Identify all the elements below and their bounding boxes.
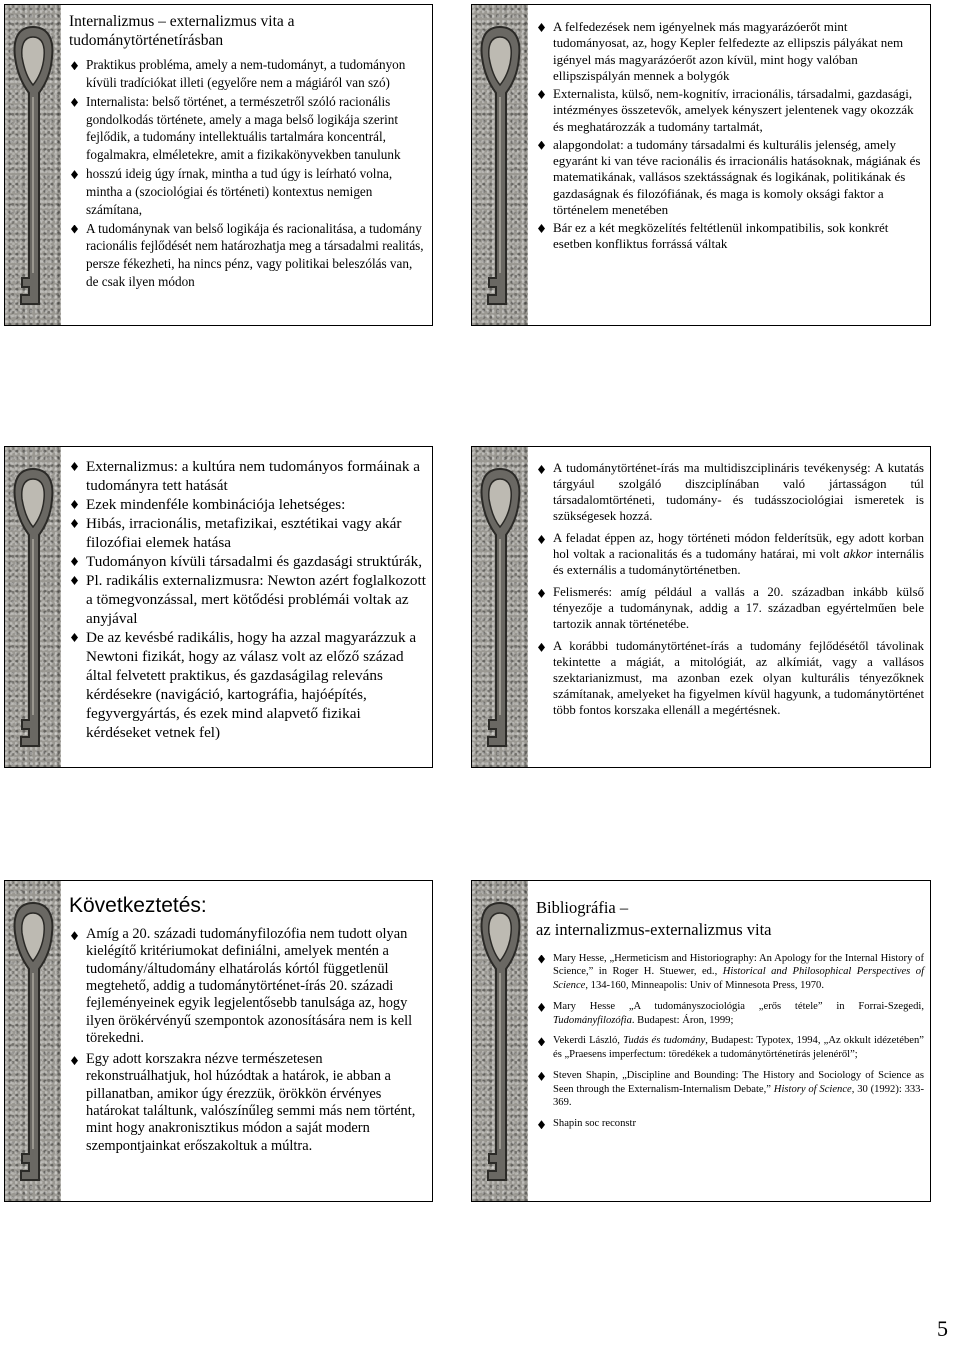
slide-content	[536, 897, 924, 1197]
bullet-item: A korábbi tudománytörténet-írás a tudomány fejlődésétől távolinak tekintette a mágiát, a mitológiát, az alkímiát, vagy a vallásos szektarianizmust, ma azonban ezek olyan kulturális tényezőknek számítanak, amelyeket ha figyelmen kívül hagyunk, a tudománytörténet több fontos korszaka ellenáll a megértésnek.	[536, 639, 924, 719]
bullet-item: Mary Hesse „A tudományszociológia „erős tétele” in Forrai-Szegedi, Tudományfilozófia. Budapest: Áron, 1999;	[536, 1000, 924, 1028]
key-icon	[476, 899, 524, 1189]
page-number: 5	[937, 1316, 948, 1341]
diamond-bullet-icon	[538, 1120, 545, 1129]
diamond-bullet-icon	[538, 23, 545, 32]
slide-conclusion	[4, 880, 433, 1202]
bullet-item: alapgondolat: a tudomány társadalmi és kulturális jelenség, amely egyaránt ki van téve racionális és irracionális hatásoknak, mágiának és matematikának, vallásos szektásságnak és logikának, politikának és gazdaságnak és filozófiának, és maga is komoly oksági faktor a történelem menetében	[536, 137, 924, 218]
diamond-bullet-icon	[71, 931, 78, 940]
diamond-bullet-icon	[538, 535, 545, 544]
bullet-item: A tudománynak van belső logikája és racionalitása, a tudomány racionális fejlődését nem határozhatja meg a társadalmi realitás, persze fékezheti, ha nincs pénz, vagy politikai beleszólás van, de csak ilyen módon	[69, 220, 426, 291]
slide-title	[536, 897, 924, 942]
bullet-item: A feladat éppen az, hogy történeti módon felderítsük, egy adott korban hol voltak a racionalitás és a tudomány határai, mi volt akkor internális és externális a tudománytörténetben.	[536, 531, 924, 579]
key-image-strip	[5, 447, 61, 767]
diamond-bullet-icon	[538, 465, 545, 474]
bullet-item: Externalizmus: a kultúra nem tudományos formáinak a tudományra tett hatását	[69, 457, 426, 495]
slide-title: Következtetés:	[69, 894, 207, 917]
diamond-bullet-icon	[71, 170, 78, 179]
bullet-item: Ezek mindenféle kombinációja lehetséges:	[69, 495, 426, 514]
key-icon	[9, 465, 57, 755]
diamond-bullet-icon	[538, 141, 545, 150]
diamond-bullet-icon	[71, 225, 78, 234]
slide-content	[536, 19, 924, 321]
diamond-bullet-icon	[71, 61, 78, 70]
bullet-list	[536, 952, 924, 1131]
title-line: az internalizmus-externalizmus vita	[536, 920, 772, 940]
slide-content	[69, 9, 426, 321]
bullet-item: Bár ez a két megközelítés feltétlenül inkompatibilis, sok konkrét esetben konfliktus forrássá váltak	[536, 220, 924, 253]
diamond-bullet-icon	[71, 633, 78, 642]
diamond-bullet-icon	[538, 643, 545, 652]
diamond-bullet-icon	[71, 98, 78, 107]
slide-externalism	[471, 4, 931, 326]
title-line: Bibliográfia –	[536, 898, 629, 917]
slide-externalism-examples	[4, 446, 433, 768]
key-icon	[9, 899, 57, 1189]
bullet-item: Externalista, külső, nem-kognitív, irracionális, társadalmi, gazdasági, intézményes összetevők, amelyek kényszert jelentenek vagy okozzák és meghatározzák a tudomány tartalmát,	[536, 86, 924, 135]
bullet-item: A tudománytörténet-írás ma multidiszciplináris tevékenység: A kutatás tárgyául szolgáló diszciplínában való jártasságon túl társadalomtörténeti, tudomány- és tudásszociológiai ismeretek is szükségesek hozzá.	[536, 461, 924, 525]
diamond-bullet-icon	[538, 224, 545, 233]
slide-content	[536, 461, 924, 763]
bullet-item: Steven Shapin, „Discipline and Bounding: The History and Sociology of Science as Seen through the Externalism-Internalism Debate,” History of Science, 30 (1992): 333-369.	[536, 1069, 924, 1110]
slide-internalism	[4, 4, 433, 326]
bullet-list	[536, 19, 924, 253]
bullet-item: A felfedezések nem igényelnek más magyarázóerőt mint tudományosat, az, hogy Kepler felfedezte az ellipszis pályákat nem igényel más magyarázóerőt azon kívül, mint hogy valóban ellipszispályán mennek a bolygók	[536, 19, 924, 84]
slide-content	[69, 893, 426, 1197]
bullet-list	[69, 926, 426, 1155]
diamond-bullet-icon	[71, 462, 78, 471]
diamond-bullet-icon	[538, 1072, 545, 1081]
bullet-list	[69, 56, 426, 291]
bullet-item: Hibás, irracionális, metafizikai, esztétikai vagy akár filozófiai elemek hatása	[69, 514, 426, 552]
slide-bibliography	[471, 880, 931, 1202]
key-image-strip	[5, 881, 61, 1201]
title-line: Internalizmus – externalizmus vita a	[69, 13, 295, 30]
bullet-list	[536, 461, 924, 719]
key-icon	[476, 23, 524, 313]
diamond-bullet-icon	[71, 519, 78, 528]
bullet-item: Tudományon kívüli társadalmi és gazdasági struktúrák,	[69, 552, 426, 571]
slide-multidisciplinary	[471, 446, 931, 768]
bullet-item: Amíg a 20. századi tudományfilozófia nem tudott olyan kielégítő kritériumokat definiálni, amelyek mentén a tudomány/áltudomány elhatárolás kórtól függetlenül megtehető, addig a tudománytörténet-írás 20. századi fejleményeinek egyik legjelentősebb tanulsága az, hogy ilyen örökérvényű szempontok azonosítására nem is kell törekedni.	[69, 926, 426, 1047]
key-icon	[476, 465, 524, 755]
diamond-bullet-icon	[538, 589, 545, 598]
key-icon	[9, 23, 57, 313]
diamond-bullet-icon	[538, 1037, 545, 1046]
bullet-item: Egy adott korszakra nézve természetesen rekonstruálhatjuk, hol húzódtak a határok, ie abban a pillanatban, amikor úgy érezzük, örökkön érvényes határokat találtunk, valószínűleg semmi más nem történt, mint hogy anakronisztikus módon a saját modern szempontjainkat erőszakoltuk a múltra.	[69, 1051, 426, 1155]
diamond-bullet-icon	[71, 576, 78, 585]
title-line: tudománytörténetírásban	[69, 31, 224, 49]
key-image-strip	[472, 447, 528, 767]
diamond-bullet-icon	[538, 955, 545, 964]
key-image-strip	[472, 881, 528, 1201]
slide-title	[69, 13, 426, 50]
bullet-item: De az kevésbé radikális, hogy ha azzal magyarázzuk a Newtoni fizikát, hogy az válasz volt az előző század által felvetett praktikus, és gazdaságilag releváns kérdésekre (navigáció, kartográfia, hajóépítés, fegyvergyártás, és ezek mind alapvető fizikai kérdéseket vetnek fel)	[69, 628, 426, 742]
bullet-list	[69, 457, 426, 742]
diamond-bullet-icon	[71, 557, 78, 566]
bullet-item: Felismerés: amíg például a vallás a 20. században inkább külső tényezője a tudománynak, addig a 17. században egyértelműen bele tartozik annak történetébe.	[536, 585, 924, 633]
bullet-item: Mary Hesse, „Hermeticism and Historiography: An Apology for the Internal History of Science,” in Roger H. Stuewer, ed., Historical and Philosophical Perspectives of Science, 134-160, Minneapolis: Univ of Minnesota Press, 1970.	[536, 952, 924, 993]
bullet-item: Praktikus probléma, amely a nem-tudományt, a tudományon kívüli tradíciókat illeti (egyelőre nem a mágiáról van szó)	[69, 56, 426, 92]
bullet-item: Vekerdi László, Tudás és tudomány, Budapest: Typotex, 1994, „Az okkult idézetében” és „Praesens imperfectum: töredékek a tudománytörténetírás jelenéről”;	[536, 1034, 924, 1062]
key-image-strip	[5, 5, 61, 325]
bullet-item: Pl. radikális externalizmusra: Newton azért foglalkozott a tömegvonzással, mert kötődési problémái voltak az anyjával	[69, 571, 426, 628]
slide-content	[69, 457, 426, 763]
diamond-bullet-icon	[71, 1056, 78, 1065]
bullet-item: Shapin soc reconstr	[536, 1117, 924, 1131]
diamond-bullet-icon	[538, 90, 545, 99]
bullet-item: Internalista: belső történet, a természetről szóló racionális gondolkodás története, amely a maga belső logikája szerint fejlődik, a tudomány intellektuális tartalmára koncentrál, fogalmakra, elméletekre, amit a fizikakönyvekben tanulunk	[69, 93, 426, 164]
key-image-strip	[472, 5, 528, 325]
diamond-bullet-icon	[538, 1003, 545, 1012]
diamond-bullet-icon	[71, 500, 78, 509]
bullet-item: hosszú ideig úgy írnak, mintha a tud úgy is leírható volna, mintha a (szociológiai és történeti) kontextus nemigen számítana,	[69, 165, 426, 218]
